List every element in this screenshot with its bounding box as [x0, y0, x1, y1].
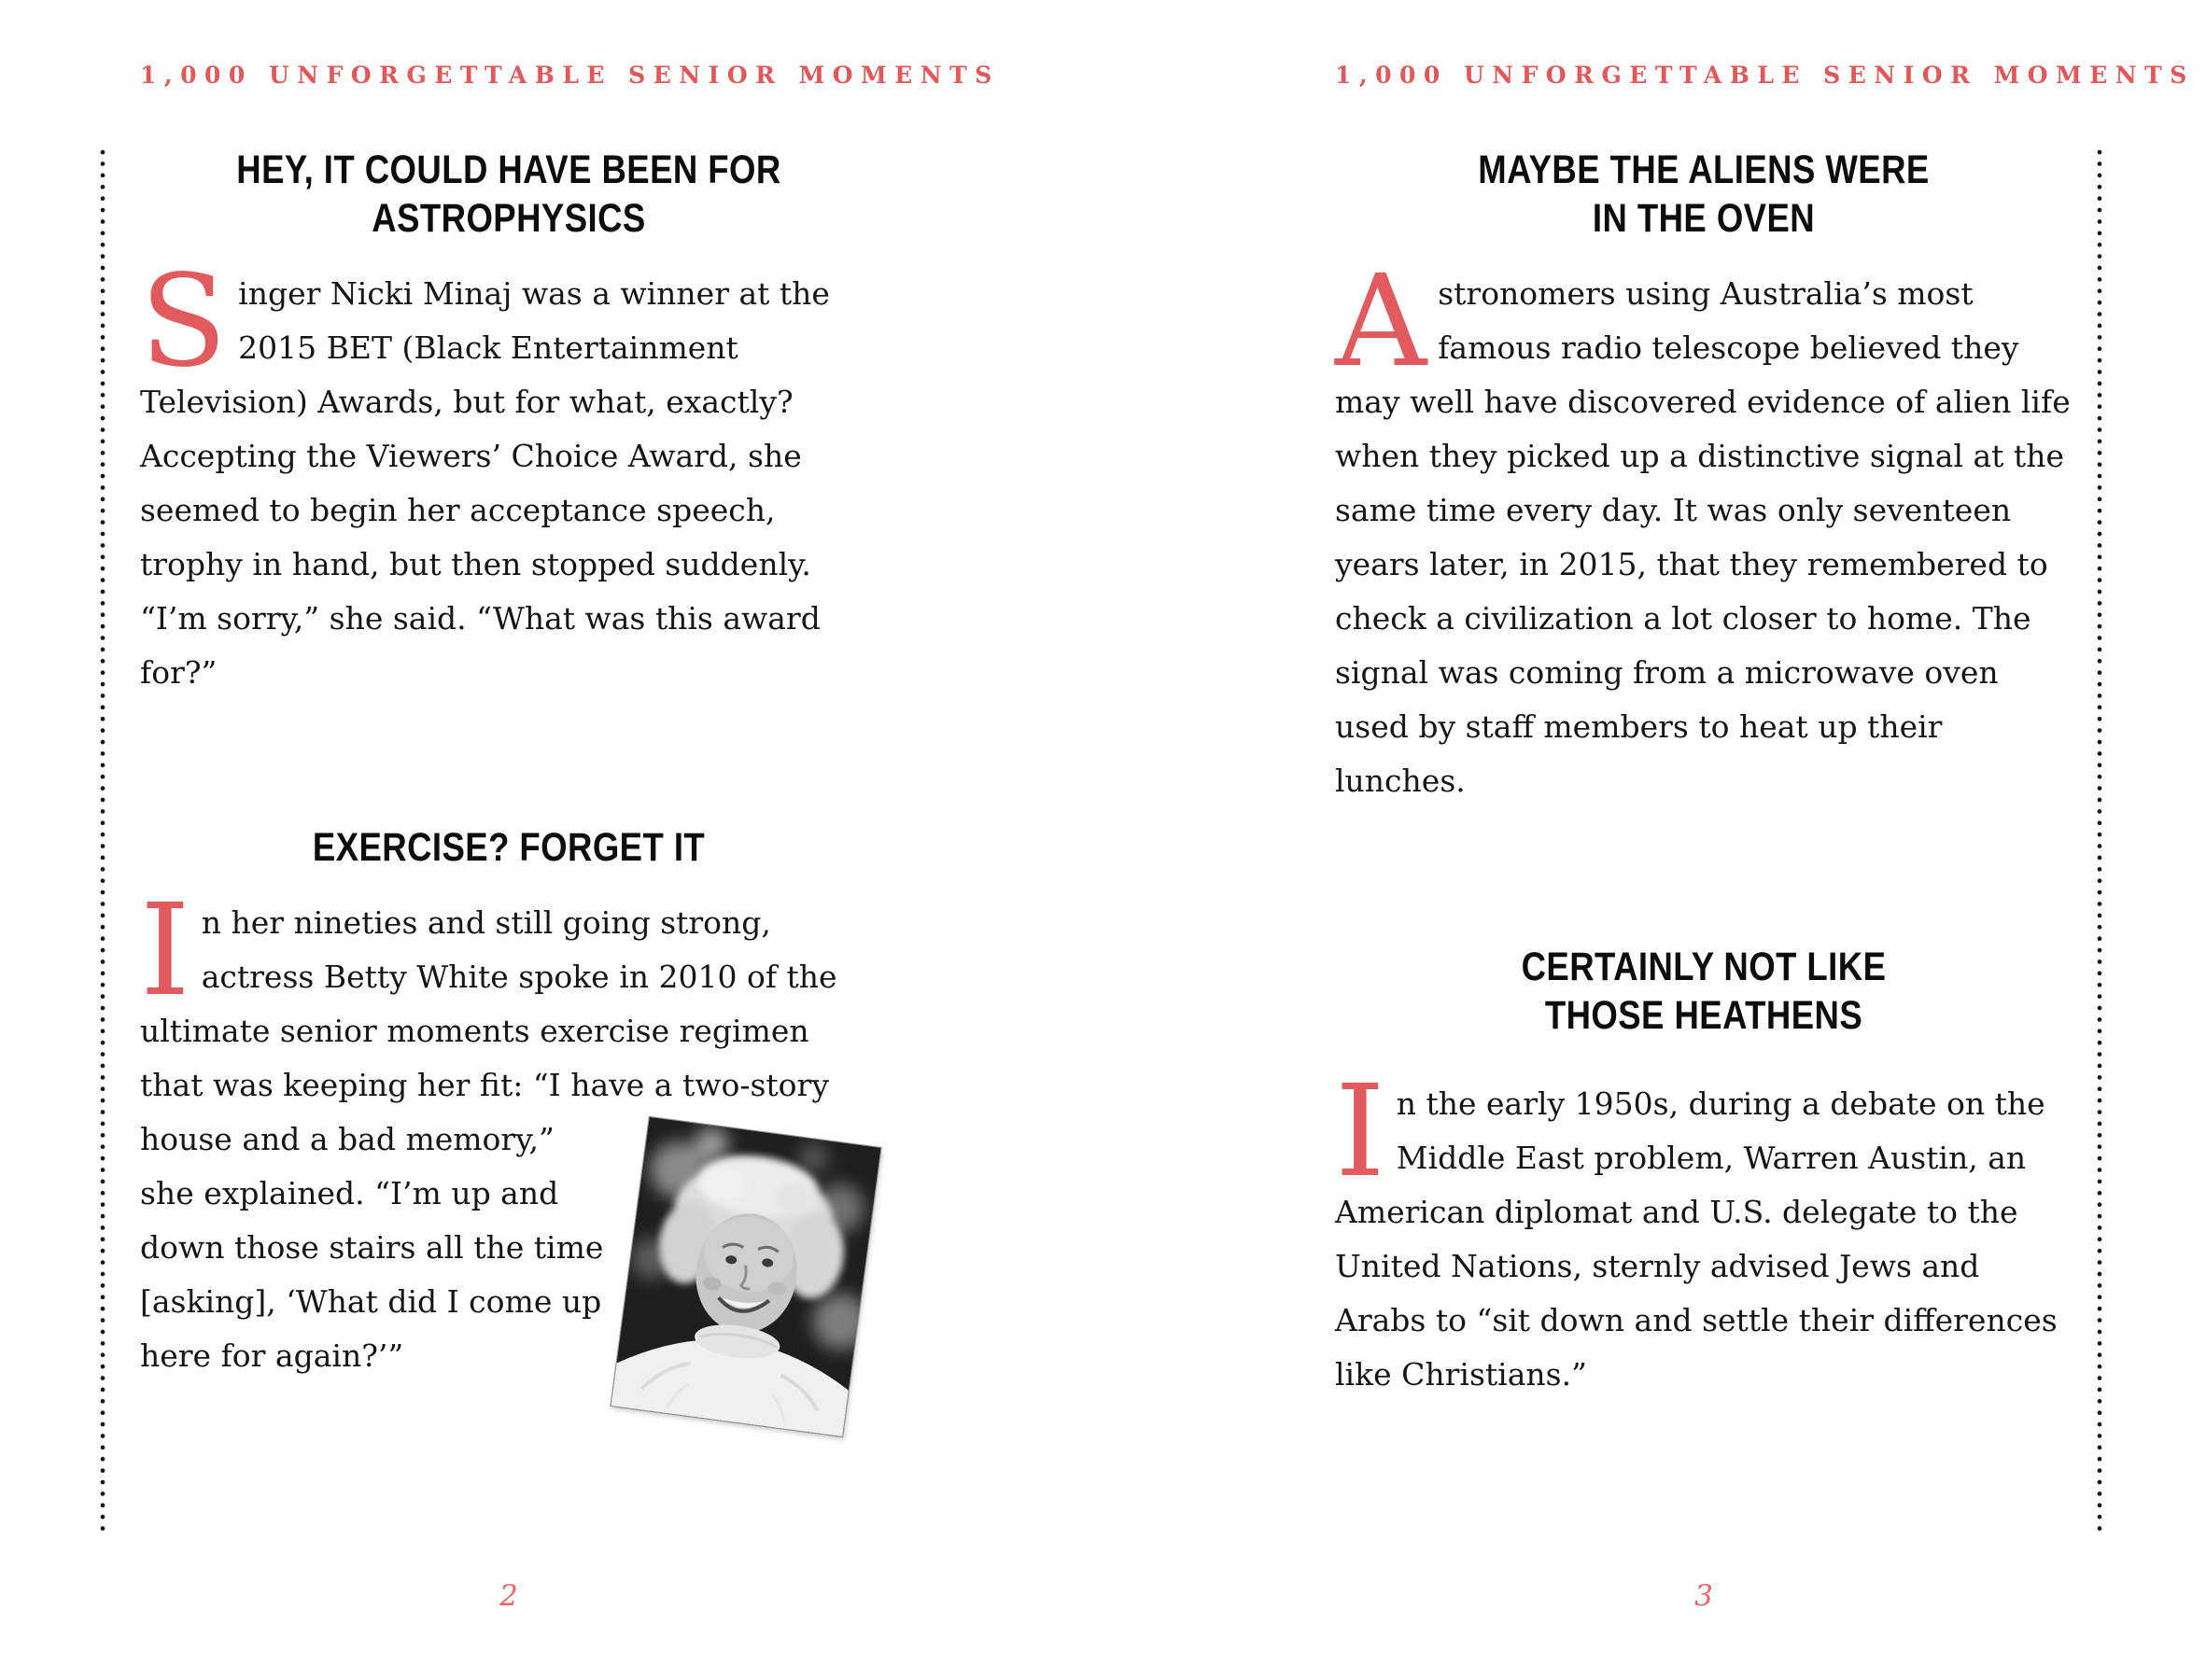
story-body: [1335, 1058, 2073, 1402]
story-body-text: n her nineties and still going strong, actress Betty White spoke in 2010 of the ultimate senior moments exercise regimen that was keeping her fit: “I have a two-story house and a bad memory,” she explained. “I’m up and down those stairs all the time [asking], ‘What did I come up here for again?’”: [140, 904, 837, 1374]
left-page: [140, 0, 1000, 1680]
story-body: [140, 877, 878, 1383]
story-body-text: stronomers using Australia’s most famous radio telescope believed they may well have discovered evidence of alien life when they picked up a distinctive signal at the same time every day. It was only seventeen years later, in 2015, that they remembered to check a civilization a lot closer to home. The signal was coming from a microwave oven used by staff members to heat up their lunches.: [1335, 275, 2071, 799]
story-title-line: MAYBE THE ALIENS WERE: [1478, 147, 1930, 192]
story-title-line: CERTAINLY NOT LIKE: [1521, 945, 1887, 989]
betty-white-photo-image: [611, 1117, 880, 1436]
story-body-text: n the early 1950s, during a debate on the Middle East problem, Warren Austin, an American diplomat and U.S. delegate to the United Nations, sternly advised Jews and Arabs to “sit down and settle their differences like Christians.”: [1335, 1085, 2058, 1393]
story-title-line: EXERCISE? FORGET IT: [312, 825, 706, 870]
running-head: 1,000 UNFORGETTABLE SENIOR MOMENTS: [1335, 62, 2195, 89]
story-title-line: THOSE HEATHENS: [1544, 993, 1863, 1038]
story-title-line: IN THE OVEN: [1592, 196, 1816, 241]
page-number: 2: [499, 1579, 518, 1613]
drop-cap: S: [140, 248, 228, 396]
drop-cap: I: [1335, 1058, 1385, 1206]
right-page: [1335, 0, 2195, 1680]
story-body-text: inger Nicki Minaj was a winner at the 2015 BET (Black Entertainment Television) Awards, but for what, exactly? Accepting the Viewers’ Choice Award, she seemed to begin her acceptance speech, trophy in hand, but then stopped suddenly. “I’m sorry,” she said. “What was this award for?”: [140, 275, 830, 691]
story-heathens: [1335, 943, 2073, 1402]
left-page-dotted-border: [100, 149, 105, 1533]
story-body: [140, 248, 878, 700]
right-page-dotted-border: [2097, 149, 2102, 1533]
story-title-line: HEY, IT COULD HAVE BEEN FOR: [236, 147, 781, 192]
story-title: [140, 823, 878, 872]
running-head: 1,000 UNFORGETTABLE SENIOR MOMENTS: [140, 62, 1000, 89]
story-exercise: [140, 823, 878, 1383]
story-title-line: ASTROPHYSICS: [372, 196, 646, 241]
story-astrophysics: [140, 146, 878, 700]
story-title: [140, 146, 878, 243]
drop-cap: I: [140, 877, 190, 1025]
story-aliens-oven: [1335, 146, 2073, 808]
page-number: 3: [1694, 1579, 1713, 1613]
drop-cap: A: [1335, 248, 1427, 396]
story-title: [1335, 943, 2073, 1040]
story-body: [1335, 248, 2073, 808]
story-title: [1335, 146, 2073, 243]
